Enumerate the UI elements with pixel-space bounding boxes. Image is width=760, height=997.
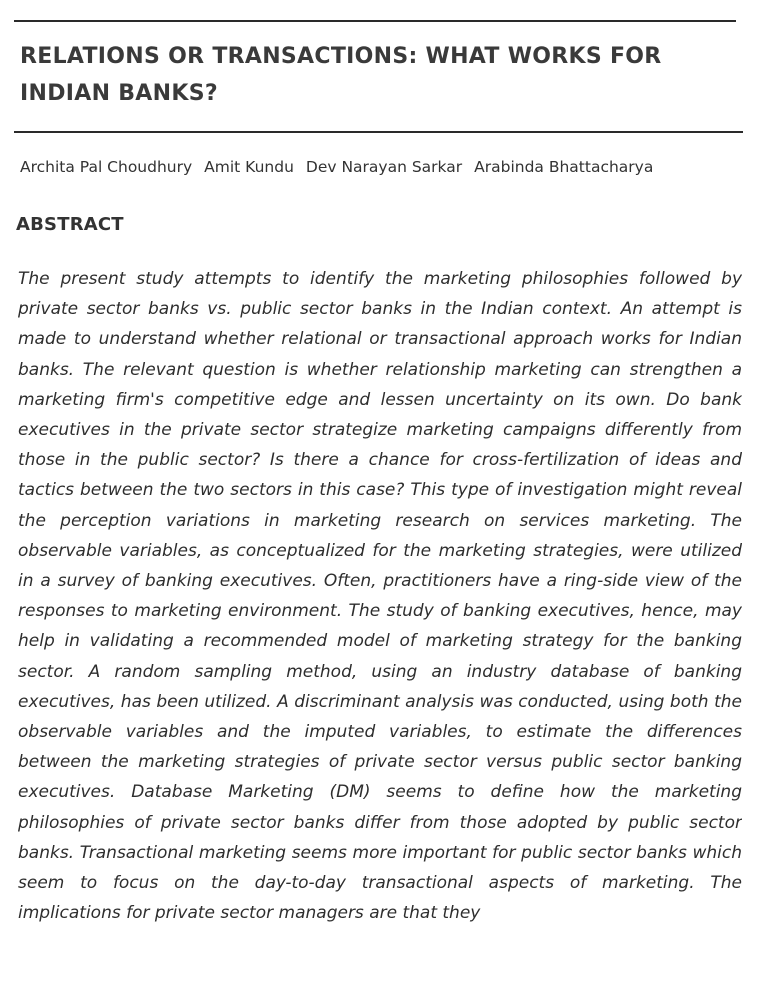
paper-title: RELATIONS OR TRANSACTIONS: WHAT WORKS FOR INDIAN BANKS? [20,44,662,106]
author-name: Dev Narayan Sarkar [305,158,463,176]
author-list [20,158,760,176]
top-rule [14,20,736,22]
abstract-heading: ABSTRACT [16,214,124,235]
author-name: Amit Kundu [204,158,294,176]
abstract-text: The present study attempts to identify the marketing philosophies followed by private sector banks vs. public sector banks in the Indian context. An attempt is made to understand whether relational or transactional approach works for Indian banks. The relevant question is whether relationship marketing can strengthen a marketing firm's competitive edge and lessen uncertainty on its own. Do bank executives in the private sector strategize marketing campaigns differently from those in the public sector? Is there a chance for cross-fertilization of ideas and tactics between the two sectors in this case? This type of investigation might reveal the perception variations in marketing research on services marketing. The observable variables, as conceptualized for the marketing strategies, were utilized in a survey of banking executives. Often, practitioners have a ring-side view of the responses to marketing environment. The study of banking executives, hence, may help in validating a recommended model of marketing strategy for the banking sector. A random sampling method, using an industry database of banking executives, has been utilized. A discriminant analysis was conducted, using both the observable variables and the imputed variables, to estimate the differences between the marketing strategies of private sector versus public sector banking executives. Database Marketing (DM) seems to define how the marketing philosophies of private sector banks differ from those adopted by public sector banks. Transactional marketing seems more important for public sector banks which seem to focus on the day-to-day transactional aspects of marketing. The implications for private sector managers are that they [18,269,742,924]
author-name: Arabinda Bhattacharya [474,158,654,176]
author-name: Archita Pal Choudhury [20,158,193,176]
title-rule [14,131,743,133]
